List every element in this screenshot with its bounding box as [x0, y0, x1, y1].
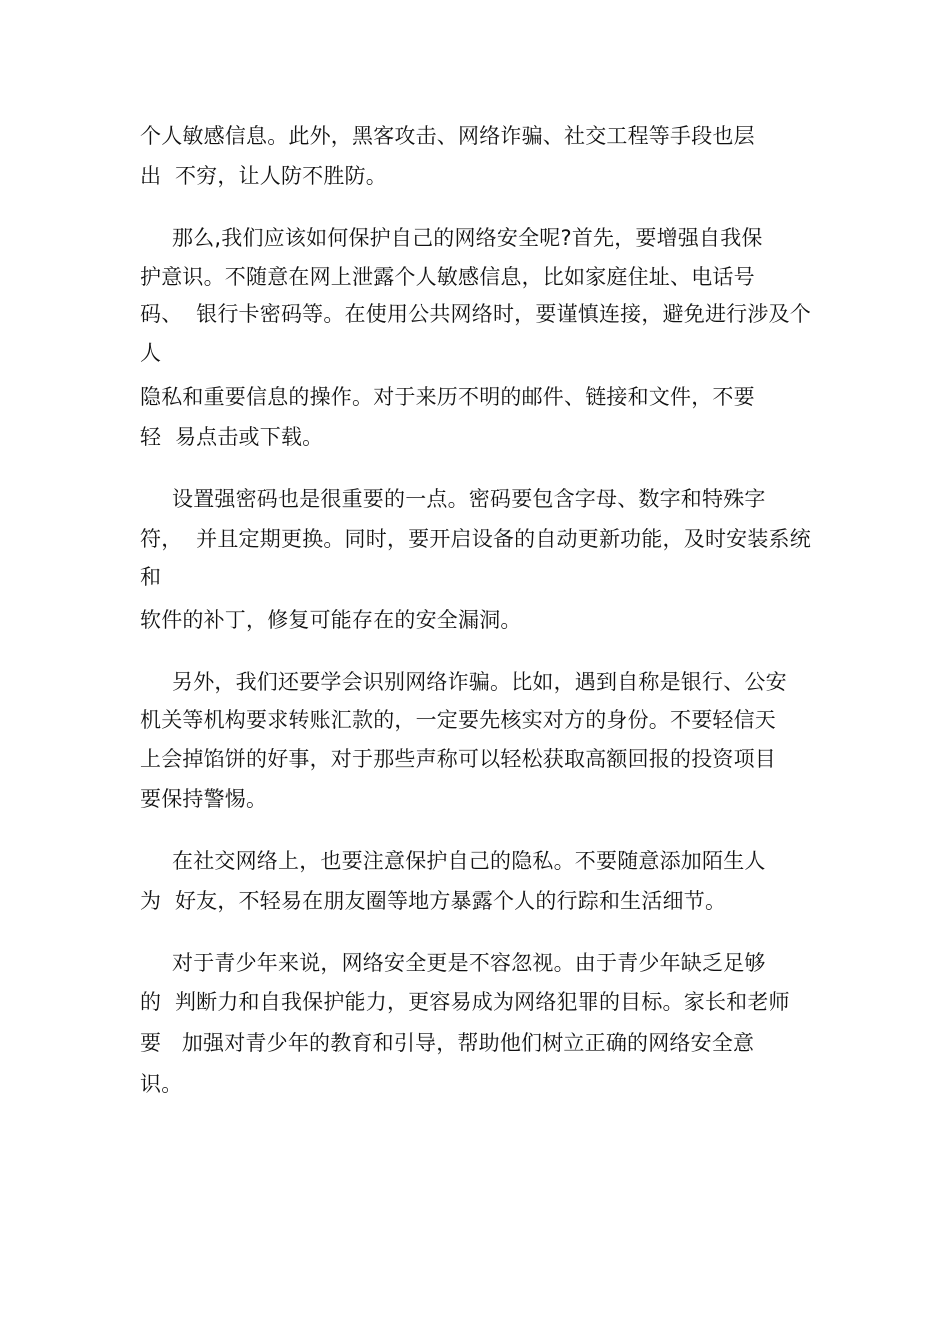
- paragraph-line: 为 好友，不轻易在朋友圈等地方暴露个人的行踪和生活细节。: [140, 889, 727, 913]
- paragraph-line: 软件的补丁，修复可能存在的安全漏洞。: [140, 608, 522, 632]
- paragraph-line: 轻 易点击或下载。: [140, 425, 324, 449]
- paragraph-line: 设置强密码也是很重要的一点。密码要包含字母、数字和特殊字: [172, 487, 766, 511]
- paragraph-line: 那么,我们应该如何保护自己的网络安全呢?首先，要增强自我保: [172, 226, 763, 250]
- paragraph-line: 和: [140, 565, 162, 589]
- paragraph-line: 对于青少年来说，网络安全更是不容忽视。由于青少年缺乏足够: [172, 951, 766, 975]
- paragraph-line: 出 不穷，让人防不胜防。: [140, 164, 387, 188]
- paragraph-line: 上会掉馅饼的好事，对于那些声称可以轻松获取高额回报的投资项目: [140, 747, 776, 771]
- paragraph-line: 的 判断力和自我保护能力，更容易成为网络犯罪的目标。家长和老师: [140, 990, 790, 1014]
- paragraph-line: 隐私和重要信息的操作。对于来历不明的邮件、链接和文件，不要: [140, 385, 755, 409]
- paragraph-line: 识。: [140, 1072, 183, 1096]
- paragraph-line: 机关等机构要求转账汇款的，一定要先核实对方的身份。不要轻信天: [140, 708, 776, 732]
- paragraph-line: 在社交网络上，也要注意保护自己的隐私。不要随意添加陌生人: [172, 849, 766, 873]
- paragraph-line: 人: [140, 341, 162, 365]
- paragraph-line: 个人敏感信息。此外，黑客攻击、网络诈骗、社交工程等手段也层: [140, 124, 755, 148]
- paragraph-line: 码、 银行卡密码等。在使用公共网络时，要谨慎连接，避免进行涉及个: [140, 302, 811, 326]
- paragraph-line: 护意识。不随意在网上泄露个人敏感信息，比如家庭住址、电话号: [140, 265, 755, 289]
- paragraph-line: 另外，我们还要学会识别网络诈骗。比如，遇到自称是银行、公安: [172, 670, 787, 694]
- paragraph-line: 符， 并且定期更换。同时，要开启设备的自动更新功能，及时安装系统: [140, 527, 811, 551]
- paragraph-line: 要保持警惕。: [140, 787, 268, 811]
- paragraph-line: 要 加强对青少年的教育和引导，帮助他们树立正确的网络安全意: [140, 1031, 755, 1055]
